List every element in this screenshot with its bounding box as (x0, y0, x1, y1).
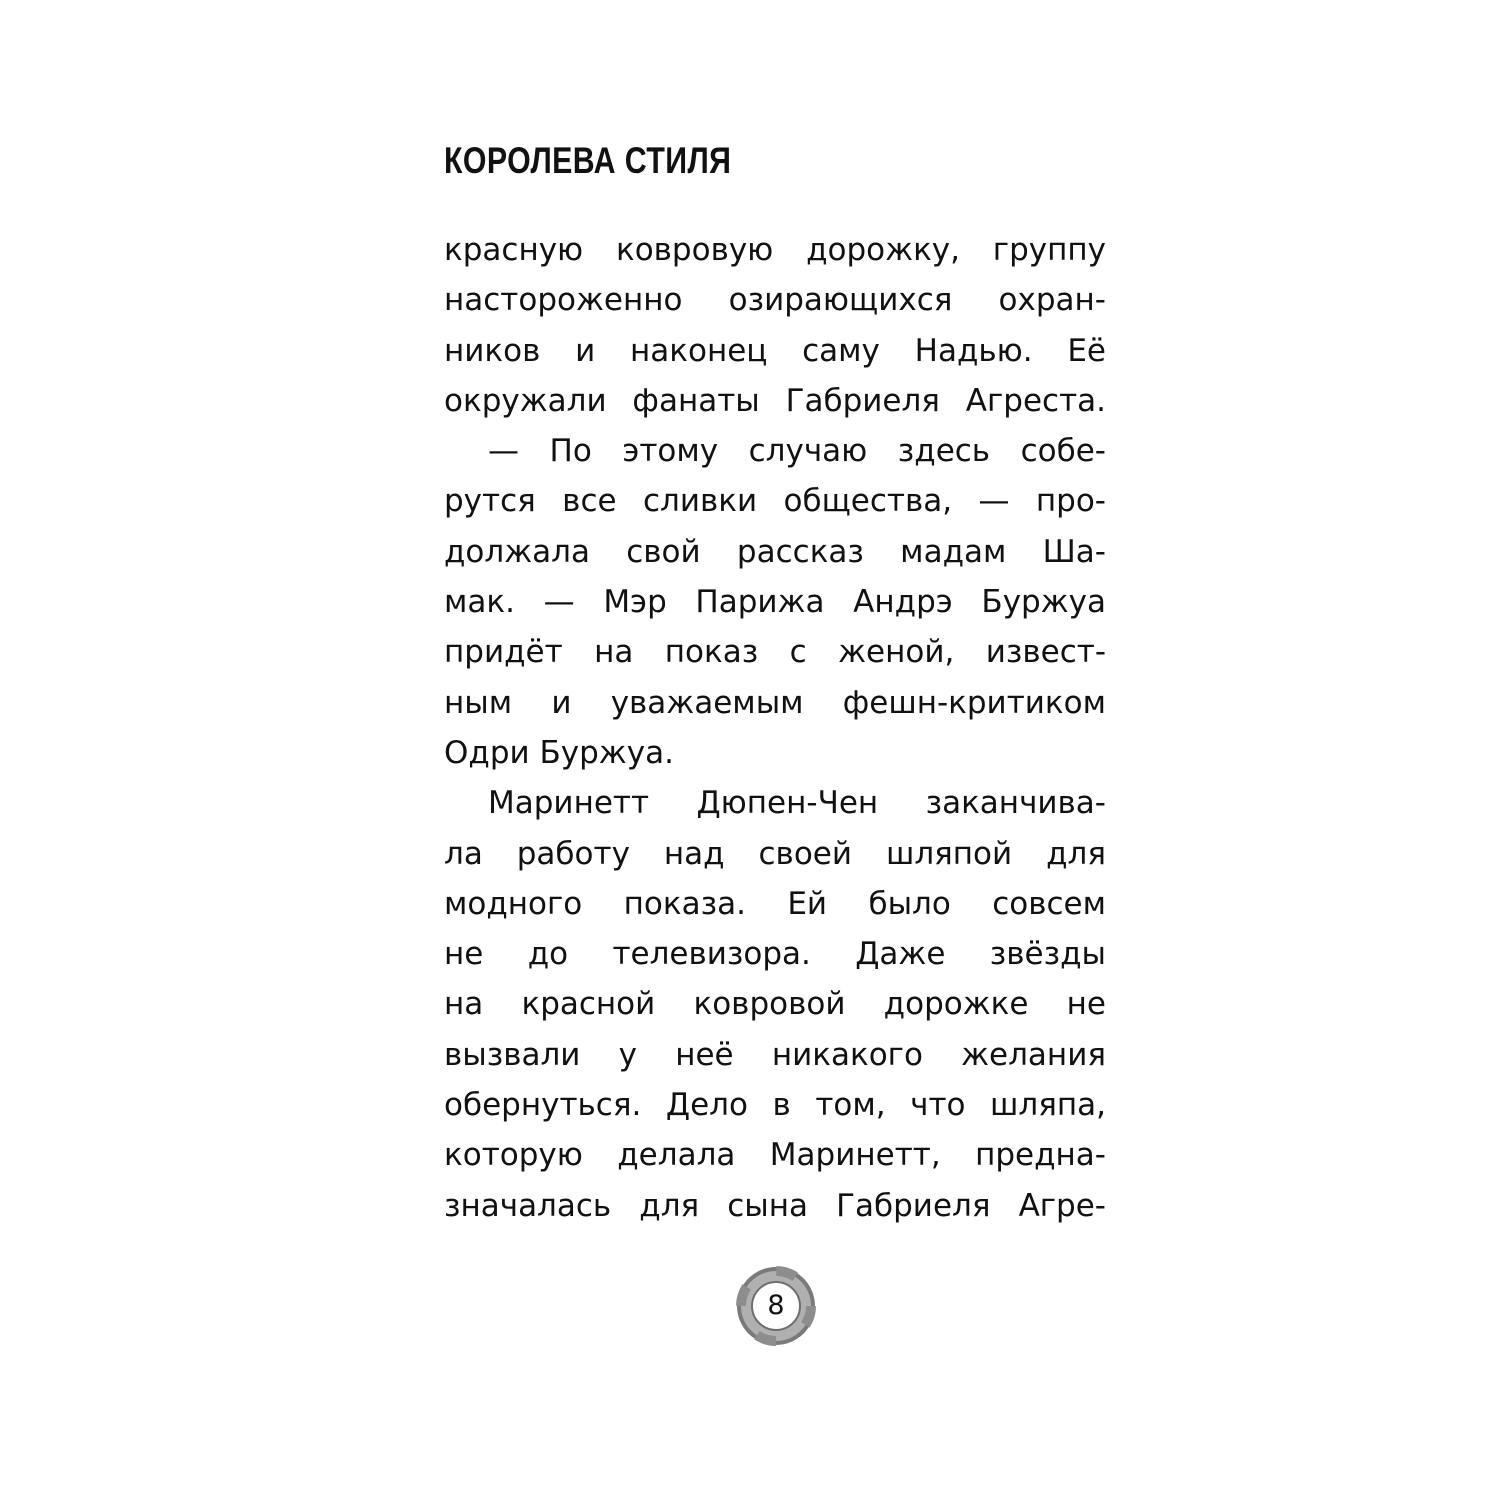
text-line: окружали фанаты Габриеля Агреста. (444, 382, 1106, 419)
text-line: на красной ковровой дорожке не (444, 986, 1106, 1023)
running-head: КОРОЛЕВА СТИЛЯ (444, 140, 732, 181)
text-line: вызвали у неё никакого желания (444, 1036, 1106, 1073)
page-number: 8 (767, 1290, 785, 1321)
text-line: модного показа. Ей было совсем (444, 885, 1106, 922)
page-number-badge (735, 1265, 817, 1347)
text-line: ла работу над своей шляпой для (444, 835, 1106, 872)
body-text (444, 225, 1106, 1231)
text-line: мак. — Мэр Парижа Андрэ Буржуа (444, 584, 1106, 621)
text-line: должала свой рассказ мадам Ша- (444, 533, 1106, 570)
text-line: ников и наконец саму Надью. Её (444, 332, 1106, 369)
text-line: красную ковровую дорожку, группу (444, 232, 1106, 268)
text-line: обернуться. Дело в том, что шляпа, (444, 1087, 1106, 1124)
text-line: которую делала Маринетт, предна- (444, 1137, 1106, 1174)
text-line: рутся все сливки общества, — про- (444, 483, 1106, 520)
text-line: Маринетт Дюпен-Чен заканчива- (488, 785, 1106, 822)
text-line: значалась для сына Габриеля Агре- (444, 1187, 1106, 1224)
text-line: настороженно озирающихся охран- (444, 282, 1106, 319)
text-line: придёт на показ с женой, извест- (444, 634, 1106, 671)
text-line: ным и уважаемым фешн-критиком (444, 684, 1106, 721)
text-line: — По этому случаю здесь собе- (488, 433, 1106, 470)
text-line: Одри Буржуа. (444, 734, 674, 771)
text-line: не до телевизора. Даже звёзды (444, 936, 1106, 973)
